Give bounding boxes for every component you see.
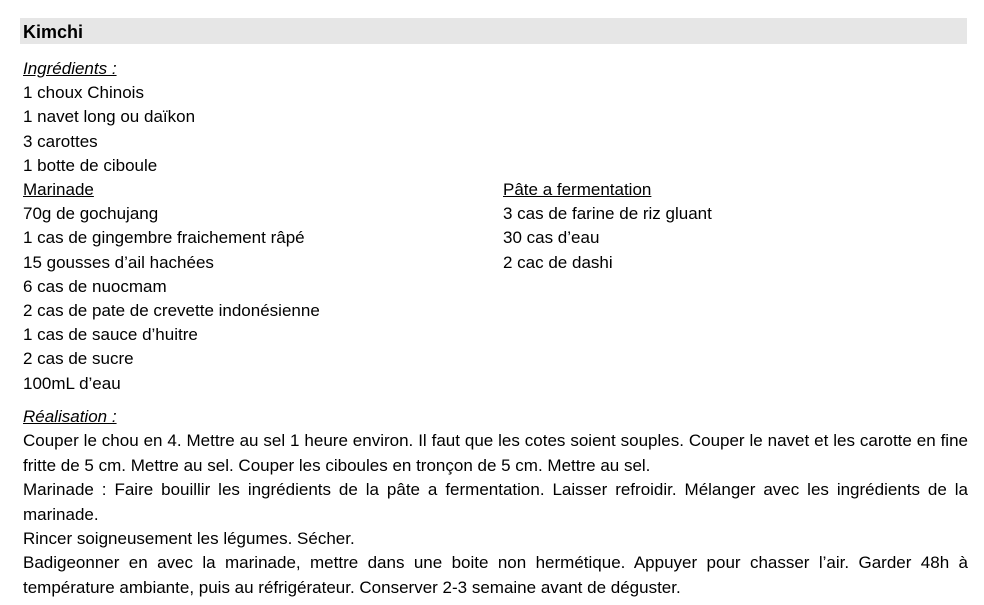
marinade-item: 1 cas de sauce d’huitre	[23, 325, 198, 345]
paste-heading: Pâte a fermentation	[503, 180, 652, 199]
ingredient-item: 1 choux Chinois	[23, 83, 144, 103]
paste-item: 2 cac de dashi	[503, 252, 613, 272]
marinade-item: 6 cas de nuocmam	[23, 276, 167, 296]
step-paragraph: Marinade : Faire bouillir les ingrédients de la pâte a fermentation. Laisser refroidir. Mélanger avec les ingrédients de la marinade.	[23, 480, 968, 524]
marinade-item: 15 gousses d’ail hachées	[23, 252, 214, 272]
title-bar	[20, 18, 967, 44]
recipe-title: Kimchi	[23, 22, 84, 42]
marinade-heading: Marinade	[23, 180, 94, 200]
step-paragraph: Couper le chou en 4. Mettre au sel 1 heure environ. Il faut que les cotes soient souples. Couper le navet et les carotte en fine fritte de 5 cm. Mettre au sel. Couper les ciboules en tronçon de 5 cm. Mettre au sel.	[23, 431, 968, 475]
paste-item: 30 cas d’eau	[503, 228, 600, 248]
left-column	[23, 57, 493, 396]
paste-item: 3 cas de farine de riz gluant	[503, 204, 712, 224]
ingredient-item: 1 navet long ou daïkon	[23, 107, 196, 127]
step-paragraph: Rincer soigneusement les légumes. Sécher.	[23, 529, 355, 549]
marinade-item: 2 cas de pate de crevette indonésienne	[23, 301, 320, 321]
steps-section	[23, 405, 968, 600]
ingredient-item: 3 carottes	[23, 131, 98, 151]
marinade-item: 100mL d’eau	[23, 373, 121, 393]
step-paragraph: Badigeonner en avec la marinade, mettre dans une boite non hermétique. Appuyer pour chasser l’air. Garder 48h à température ambiante, puis au réfrigérateur. Conserver 2-3 semaine avant de déguster.	[23, 553, 968, 597]
right-column	[503, 178, 943, 275]
marinade-item: 2 cas de sucre	[23, 349, 134, 369]
ingredients-heading: Ingrédients :	[23, 59, 117, 78]
ingredient-item: 1 botte de ciboule	[23, 155, 158, 175]
marinade-item: 1 cas de gingembre fraichement râpé	[23, 228, 305, 248]
steps-heading: Réalisation :	[23, 407, 117, 426]
marinade-item: 70g de gochujang	[23, 204, 159, 224]
